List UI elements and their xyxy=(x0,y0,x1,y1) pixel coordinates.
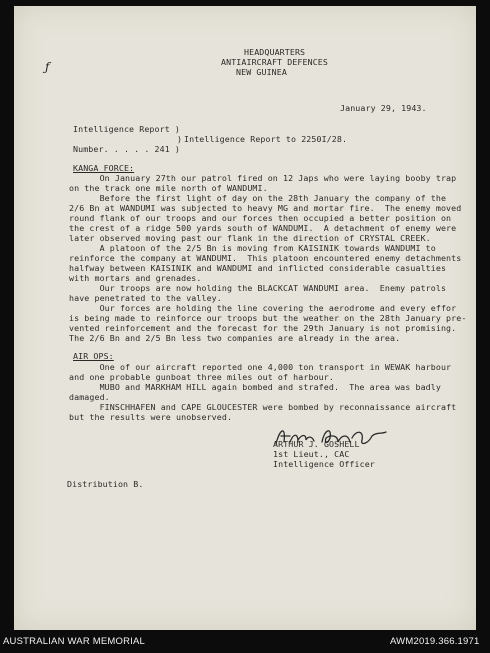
text-line: but the results were unobserved. xyxy=(69,412,233,422)
distribution: Distribution B. xyxy=(67,479,144,489)
footer-accession-number: AWM2019.366.1971 xyxy=(390,636,480,647)
text-line: MUBO and MARKHAM HILL again bombed and strafed. The area was badly xyxy=(69,382,441,392)
text-line: vented reinforcement and the forecast for the 29th January is not promising. xyxy=(69,323,457,333)
text-line: the crest of a ridge 500 yards south of WANDUMI. A detachment of enemy were xyxy=(69,223,457,233)
text-line: The 2/6 Bn and 2/5 Bn less two companies are already in the area. xyxy=(69,333,401,343)
signature-rank: 1st Lieut., CAC xyxy=(273,449,350,459)
text-line: on the track one mile north of WANDUMI. xyxy=(69,183,268,193)
document-page xyxy=(14,6,476,630)
footer-institution: AUSTRALIAN WAR MEMORIAL xyxy=(3,636,146,647)
signature-title: Intelligence Officer xyxy=(273,459,375,469)
text-line: On January 27th our patrol fired on 12 Japs who were laying booby trap xyxy=(69,173,457,183)
text-line: Our troops are now holding the BLACKCAT WANDUMI area. Enemy patrols xyxy=(69,283,447,293)
text-line: halfway between KAISINIK and WANDUMI and inflicted considerable casualties xyxy=(69,263,447,273)
intelligence-report-label: Intelligence Report ) xyxy=(73,124,180,134)
report-reference: Intelligence Report to 2250I/28. xyxy=(184,134,348,144)
text-line: round flank of our troops and our forces then occupied a better position on xyxy=(69,213,452,223)
text-line: with mortars and grenades. xyxy=(69,273,202,283)
section-heading-air-ops: AIR OPS: xyxy=(73,351,114,361)
text-line: FINSCHHAFEN and CAPE GLOUCESTER were bombed by reconnaissance aircraft xyxy=(69,402,457,412)
text-line: 2/6 Bn at WANDUMI was subjected to heavy MG and mortar fire. The enemy moved xyxy=(69,203,462,213)
header-line-1: HEADQUARTERS xyxy=(244,47,306,57)
bracket: ) xyxy=(177,134,183,144)
report-number: Number. . . . . 241 ) xyxy=(73,144,180,154)
header-line-2: ANTIAIRCRAFT DEFENCES xyxy=(221,57,328,67)
text-line: Our forces are holding the line covering the aerodrome and every effor xyxy=(69,303,457,313)
document-date: January 29, 1943. xyxy=(340,103,427,113)
text-line: and one probable gunboat three miles out of harbour. xyxy=(69,372,334,382)
text-line: One of our aircraft reported one 4,000 ton transport in WEWAK harbour xyxy=(69,362,452,372)
text-line: is being made to reinforce our troops but the weather on the 28th January pre- xyxy=(69,313,467,323)
text-line: later observed moving past our flank in the direction of CRYSTAL CREEK. xyxy=(69,233,431,243)
handwritten-mark: ƒ xyxy=(45,60,50,74)
text-line: A platoon of the 2/5 Bn is moving from KAISINIK towards WANDUMI to xyxy=(69,243,436,253)
header-line-3: NEW GUINEA xyxy=(236,67,287,77)
text-line: have penetrated to the valley. xyxy=(69,293,222,303)
signature-name: ARTHUR J. GOSHELL xyxy=(273,439,360,449)
text-line: reinforce the company at WANDUMI. This platoon encountered enemy detachments xyxy=(69,253,462,263)
text-line: Before the first light of day on the 28th January the company of the xyxy=(69,193,447,203)
text-line: damaged. xyxy=(69,392,110,402)
section-heading-kanga-force: KANGA FORCE: xyxy=(73,163,135,173)
